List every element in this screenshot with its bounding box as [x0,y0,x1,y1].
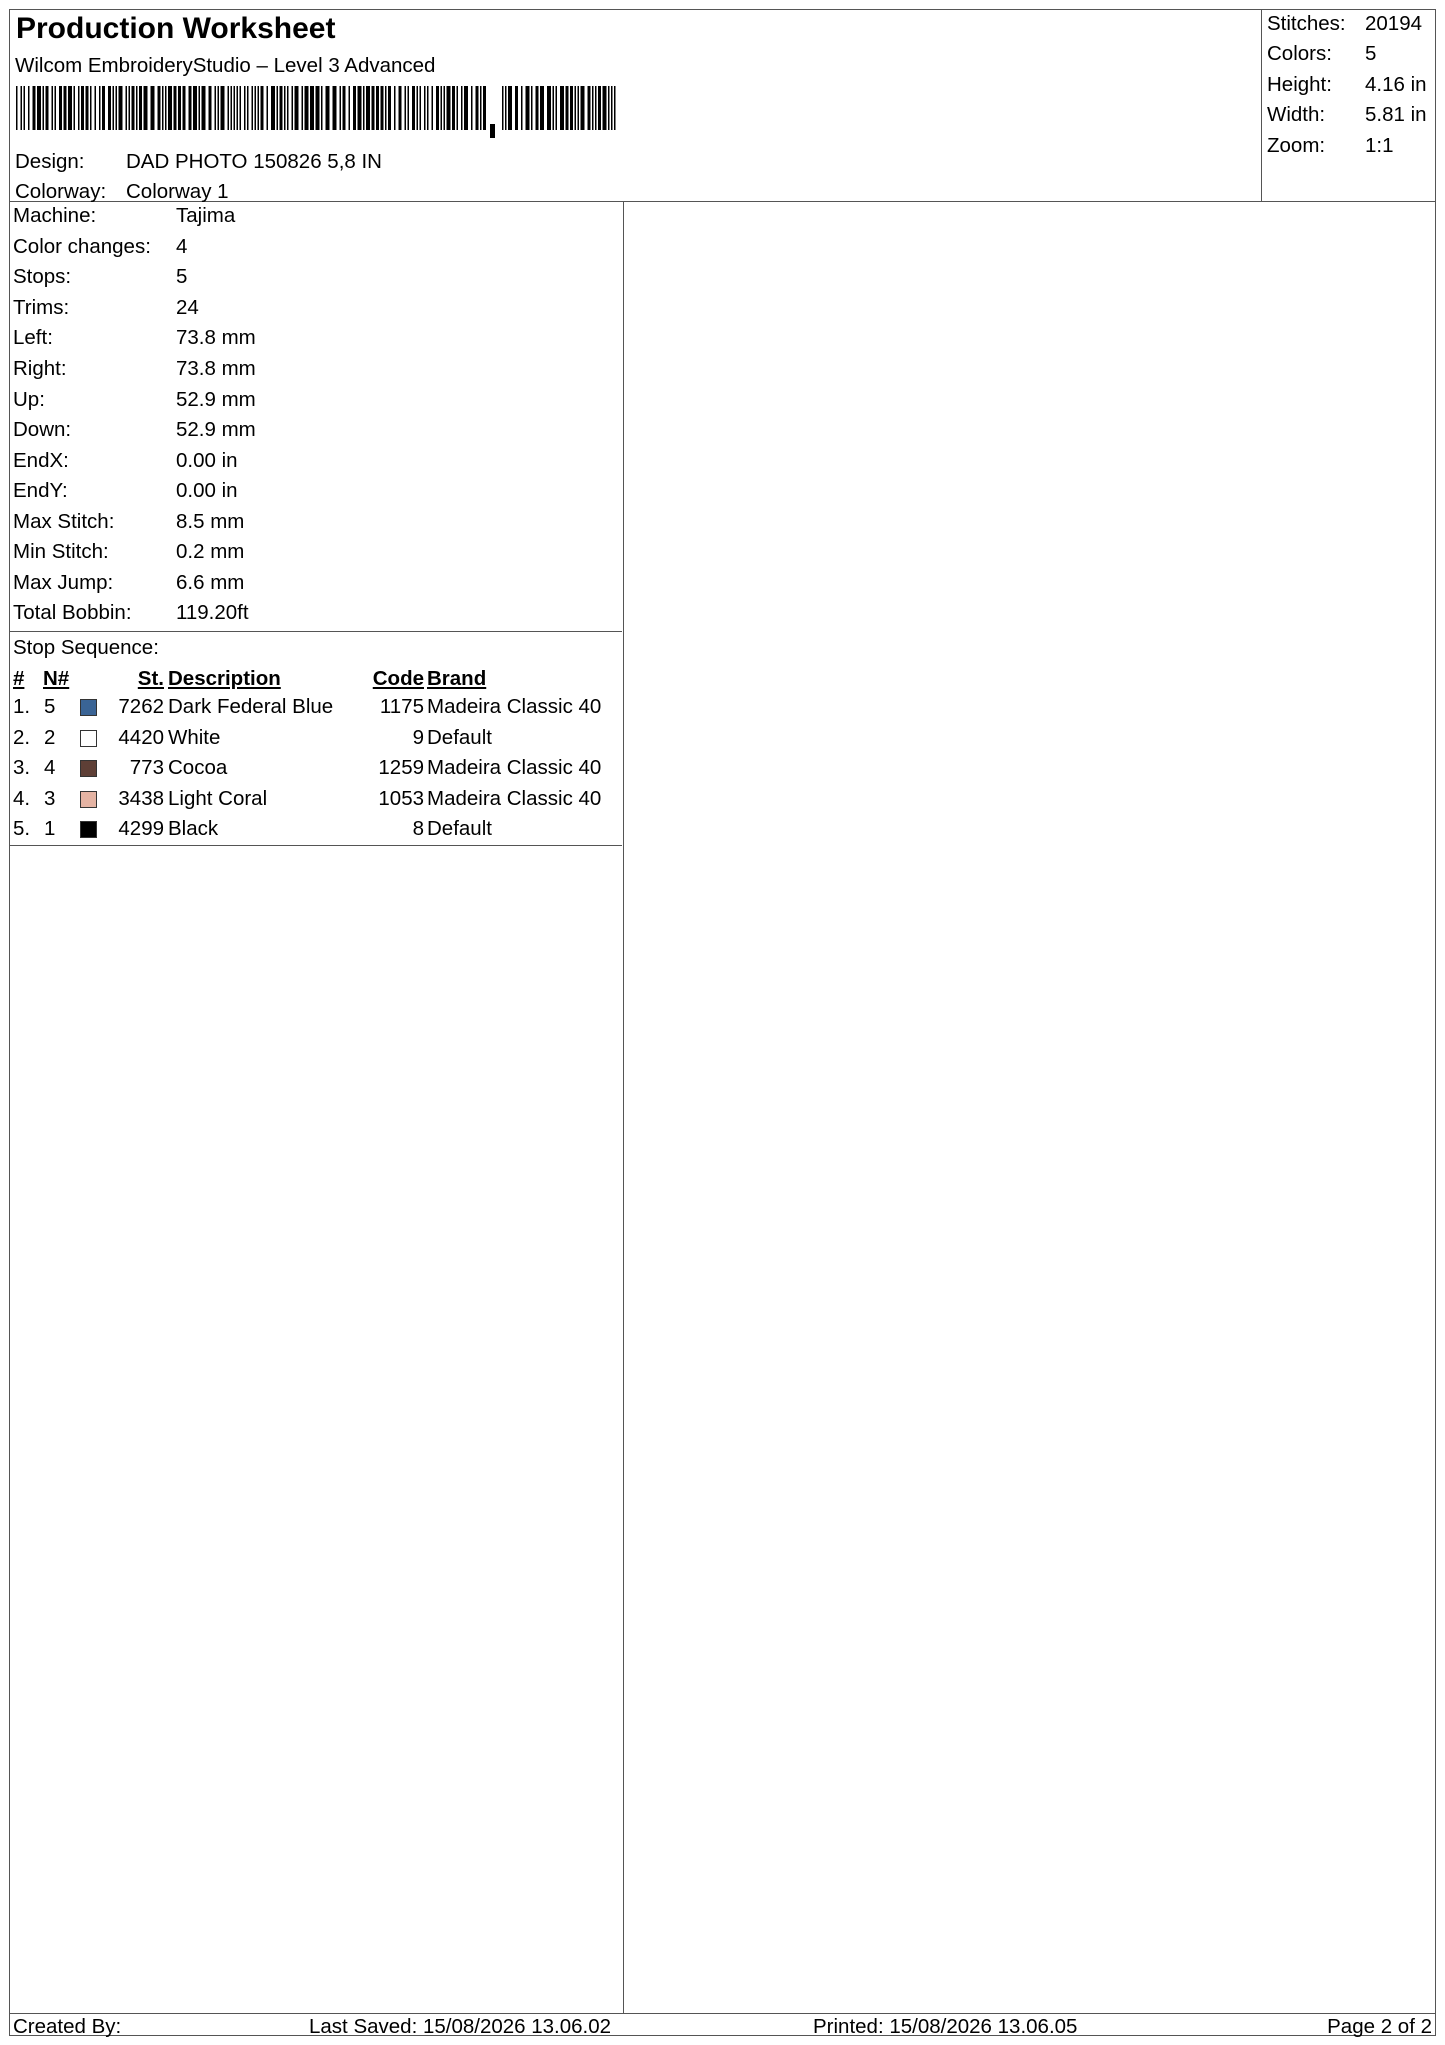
height-value: 4.16 in [1365,73,1427,96]
machine-specs [10,202,622,632]
design-row [15,150,382,174]
barcode-image [16,86,616,142]
details-column [10,202,624,2013]
spec-row [13,296,199,320]
colors-value: 5 [1365,42,1377,65]
spec-row [13,204,235,228]
spec-label: Total Bobbin: [13,601,132,624]
colorway-value: Colorway 1 [126,180,229,203]
table-row [10,695,622,725]
row-needle: 3 [44,787,56,810]
spec-row [13,601,249,625]
spec-row [13,449,238,473]
color-swatch [80,730,97,747]
row-num: 3. [13,756,31,779]
height-label: Height: [1267,73,1332,96]
color-swatch [80,791,97,808]
row-num: 5. [13,817,31,840]
colorway-row [15,180,229,204]
row-code: 9 [412,726,424,749]
colorway-label: Colorway: [15,180,107,203]
worksheet-header [10,10,1435,202]
spec-value: 73.8 mm [176,326,256,349]
spec-value: 4 [176,235,188,258]
software-subtitle: Wilcom EmbroideryStudio – Level 3 Advanced [15,54,436,77]
page-number: Page 2 of 2 [1327,2015,1432,2038]
col-header-num: # [13,667,25,690]
col-header-stitches: St. [137,667,164,690]
colors-label: Colors: [1267,42,1332,65]
table-row [10,756,622,786]
row-description: Dark Federal Blue [168,695,334,718]
last-saved: Last Saved: 15/08/2026 13.06.02 [309,2015,612,2038]
col-header-needle: N# [43,667,70,690]
spec-row [13,479,238,503]
spec-label: Right: [13,357,67,380]
row-brand: Default [427,726,492,749]
spec-row [13,265,187,289]
worksheet-frame [9,9,1436,2036]
row-brand: Madeira Classic 40 [427,756,602,779]
row-brand: Madeira Classic 40 [427,695,602,718]
spec-row [13,571,244,595]
row-code: 1259 [378,756,424,779]
row-stitches: 7262 [118,695,164,718]
spec-row [13,510,244,534]
row-num: 2. [13,726,31,749]
colors-row [1267,42,1376,66]
spec-value: 52.9 mm [176,418,256,441]
color-swatch [80,699,97,716]
worksheet-footer [10,2013,1435,2038]
col-header-description: Description [168,667,281,690]
printed-date: Printed: 15/08/2026 13.06.05 [813,2015,1078,2038]
row-stitches: 3438 [118,787,164,810]
row-needle: 4 [44,756,56,779]
spec-row [13,235,187,259]
col-header-brand: Brand [427,667,487,690]
spec-value: 0.2 mm [176,540,245,563]
row-description: Black [168,817,219,840]
spec-label: Color changes: [13,235,151,258]
table-row [10,817,622,847]
row-description: White [168,726,221,749]
spec-label: EndX: [13,449,69,472]
spec-value: 0.00 in [176,449,238,472]
stop-sequence-title: Stop Sequence: [13,636,159,659]
width-label: Width: [1267,103,1326,126]
spec-value: 5 [176,265,188,288]
stitches-label: Stitches: [1267,12,1346,35]
spec-value: Tajima [176,204,236,227]
col-header-code: Code [372,667,424,690]
spec-label: Trims: [13,296,70,319]
spec-value: 119.20ft [176,601,249,624]
table-row [10,726,622,756]
zoom-row [1267,134,1394,158]
spec-label: Max Stitch: [13,510,115,533]
spec-label: Min Stitch: [13,540,109,563]
table-header [10,667,622,693]
spec-row [13,418,256,442]
spec-label: Max Jump: [13,571,114,594]
zoom-label: Zoom: [1267,134,1326,157]
stitches-row [1267,12,1422,36]
row-stitches: 4299 [118,817,164,840]
spec-value: 8.5 mm [176,510,245,533]
spec-label: Machine: [13,204,97,227]
width-value: 5.81 in [1365,103,1427,126]
spec-label: Stops: [13,265,72,288]
spec-value: 52.9 mm [176,388,256,411]
spec-label: Left: [13,326,53,349]
color-swatch [80,760,97,777]
spec-row [13,326,256,350]
spec-label: Down: [13,418,72,441]
width-row [1267,103,1427,127]
row-code: 1053 [378,787,424,810]
row-code: 1175 [379,695,424,718]
row-description: Light Coral [168,787,268,810]
row-description: Cocoa [168,756,228,779]
row-num: 1. [13,695,31,718]
color-swatch [80,821,97,838]
row-code: 8 [412,817,424,840]
stitches-value: 20194 [1365,12,1423,35]
row-brand: Default [427,817,492,840]
height-row [1267,73,1427,97]
spec-label: EndY: [13,479,68,502]
spec-value: 6.6 mm [176,571,245,594]
summary-panel [1261,10,1435,202]
row-stitches: 773 [129,756,164,779]
spec-value: 73.8 mm [176,357,256,380]
spec-row [13,388,256,412]
spec-value: 24 [176,296,199,319]
zoom-value: 1:1 [1365,134,1394,157]
stop-sequence-table [10,632,622,846]
row-brand: Madeira Classic 40 [427,787,602,810]
spec-value: 0.00 in [176,479,238,502]
design-label: Design: [15,150,85,173]
row-needle: 2 [44,726,56,749]
row-num: 4. [13,787,31,810]
spec-label: Up: [13,388,45,411]
spec-row [13,540,244,564]
spec-row [13,357,256,381]
row-stitches: 4420 [118,726,164,749]
page-title: Production Worksheet [16,12,336,45]
row-needle: 1 [44,817,56,840]
row-needle: 5 [44,695,56,718]
created-by: Created By: [13,2015,122,2038]
design-value: DAD PHOTO 150826 5,8 IN [126,150,382,173]
table-row [10,787,622,817]
